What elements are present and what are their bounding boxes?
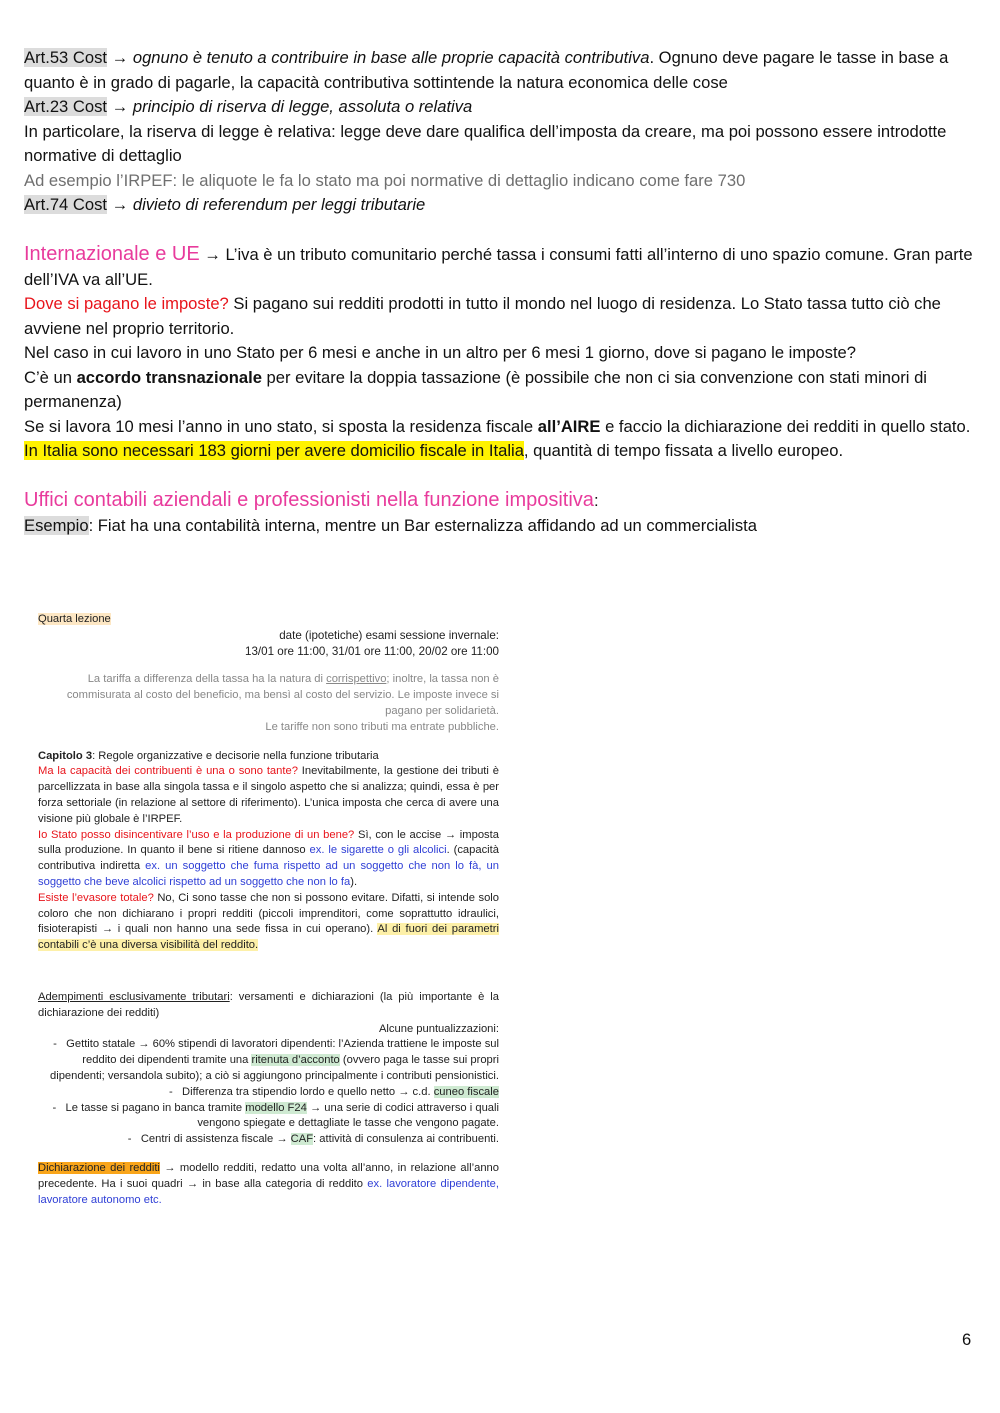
bullet-gettito: - Gettito statale → 60% stipendi di lavoratori dipendenti: l’Azienda trattiene le imposte sul reddito dei dipendenti tramite una ritenuta d’acconto (ovvero paga le tasse sui propri dipendenti; versandola subito); a ciò si aggiungono principalmente i contributi pensionistici. bbox=[49, 1038, 499, 1082]
riserva-text: In particolare, la riserva di legge è relativa: legge deve dare qualifica dell’imposta da creare, ma poi possono essere introdotte normative di dettaglio bbox=[24, 121, 947, 165]
art23-label: Art.23 Cost bbox=[24, 97, 108, 116]
puntualizzazioni: Alcune puntualizzazioni: bbox=[378, 1022, 499, 1035]
highlight-183: In Italia sono necessari 183 giorni per avere domicilio fiscale in Italia bbox=[24, 441, 524, 460]
bullet-f24: - Le tasse si pagano in banca tramite modello F24 → una serie di codici attraverso i quali vengono spiegate e dettagliate le tasse che vengono pagate. bbox=[52, 1101, 499, 1130]
esempio-line: Esempio: Fiat ha una contabilità interna, mentre un Bar esternalizza affidando ad un commercialista bbox=[24, 515, 757, 535]
dove-question: Dove si pagano le imposte? bbox=[24, 294, 229, 313]
bullet-cuneo: - Differenza tra stipendio lordo e quello netto → c.d. cuneo fiscale bbox=[168, 1085, 499, 1098]
exam-dates-2: 13/01 ore 11:00, 31/01 ore 11:00, 20/02 ore 11:00 bbox=[245, 644, 499, 658]
accordo-paragraph: C’è un accordo transnazionale per evitare la doppia tassazione (è possibile che non ci sia convenzione con stati minori di permanenza) bbox=[24, 367, 927, 411]
dichiarazione-paragraph: Dichiarazione dei redditi → modello redditi, redatto una volta all’anno, in relazione all’anno precedente. Ha i suoi quadri → in base alla categoria di reddito ex. lavoratore dipendente, lavoratore autonomo etc. bbox=[38, 1161, 499, 1206]
uffici-heading-line: Uffici contabili aziendali e professionisti nella funzione impositiva: bbox=[24, 489, 599, 511]
esempio-label: Esempio bbox=[24, 515, 89, 535]
tariffe-line: Le tariffe non sono tributi ma entrate pubbliche. bbox=[265, 720, 499, 733]
q3-paragraph: Esiste l’evasore totale? No, Ci sono tasse che non si possono evitare. Difatti, si intende solo coloro che non dichiarano i propri redditi (piccoli imprenditori, come soprattutto idraulici, fisioterapisti → i quali non hanno una sede fissa in cui operano). Al di fuori dei parametri contabili c’è una diversa visibilità del reddito. bbox=[38, 891, 499, 952]
ue-paragraph: Internazionale e UE → L’iva è un tributo comunitario perché tassa i consumi fatti all’interno di uno spazio comune. Gran parte dell’IVA va all’UE. bbox=[24, 243, 973, 289]
art74-line: Art.74 Cost → divieto di referendum per leggi tributarie bbox=[24, 195, 426, 214]
aire-paragraph: Se si lavora 10 mesi l’anno in uno stato, si sposta la residenza fiscale all’AIRE e faccio la dichiarazione dei redditi in quello stato. In Italia sono necessari 183 giorni per avere domicilio fiscale in Italia, quantità di tempo fissata a livello europeo. bbox=[24, 416, 971, 460]
ue-heading: Internazionale e UE bbox=[24, 243, 200, 265]
dove-paragraph: Dove si pagano le imposte? Si pagano sui redditi prodotti in tutto il mondo nel luogo di residenza. Lo Stato tassa tutto ciò che avviene nel proprio territorio. bbox=[24, 294, 941, 338]
tariffa-text: La tariffa a differenza della tassa ha la natura di corrispettivo; inoltre, la tassa non è commisurata al costo del beneficio, ma bensì al costo del servizio. Le imposte invece si pagano per solidarietà. bbox=[66, 673, 499, 717]
art53-line: Art.53 Cost → ognuno è tenuto a contribuire in base alle proprie capacità contributiva. Ognuno deve pagare le tasse in base a quanto è in grado di pagarle, la capacità contributiva sottintende la natura economica delle cose bbox=[24, 48, 949, 92]
art74-label: Art.74 Cost bbox=[24, 195, 108, 214]
adempimenti-paragraph: Adempimenti esclusivamente tributari: versamenti e dichiarazioni (la più importante è la dichiarazione dei redditi) bbox=[38, 990, 499, 1019]
q2-paragraph: Io Stato posso disincentivare l’uso e la produzione di un bene? Sì, con le accise → imposta sulla produzione. In quanto il bene si ritiene dannoso ex. le sigarette o gli alcolici. (capacità contributiva indiretta ex. un soggetto che fuma rispetto ad un soggetto che non lo fà, un soggetto che beve alcolici rispetto ad un soggetto che non lo fa). bbox=[38, 828, 499, 888]
embedded-lecture-image bbox=[38, 612, 499, 1208]
caso-text: Nel caso in cui lavoro in uno Stato per 6 mesi e anche in un altro per 6 mesi 1 giorno, dove si pagano le imposte? bbox=[24, 343, 857, 362]
notes-body bbox=[24, 46, 974, 538]
q1-paragraph: Ma la capacità dei contribuenti è una o sono tante? Inevitabilmente, la gestione dei tributi è parcellizzata in base alla singola tassa e il singolo aspetto che si analizza; quindi, essa è per forza settoriale (in relazione al settore di riferimento). L’unica imposta che cerca di avere una visione più globale è l’IRPEF. bbox=[38, 765, 499, 825]
art23-line: Art.23 Cost → principio di riserva di legge, assoluta o relativa bbox=[24, 97, 473, 116]
exam-dates-1: date (ipotetiche) esami sessione invernale: bbox=[279, 628, 499, 642]
page-number: 6 bbox=[962, 1330, 972, 1349]
irpef-example: Ad esempio l’IRPEF: le aliquote le fa lo stato ma poi normative di dettaglio indicano come fare 730 bbox=[24, 170, 746, 190]
art53-label: Art.53 Cost bbox=[24, 48, 108, 67]
bullet-caf: - Centri di assistenza fiscale → CAF: attività di consulenza ai contribuenti. bbox=[127, 1133, 499, 1146]
chapter-3: Capitolo 3: Regole organizzative e decisorie nella funzione tributaria bbox=[38, 749, 379, 762]
lesson-title: Quarta lezione bbox=[38, 613, 111, 625]
uffici-heading: Uffici contabili aziendali e professionisti nella funzione impositiva bbox=[24, 489, 594, 511]
